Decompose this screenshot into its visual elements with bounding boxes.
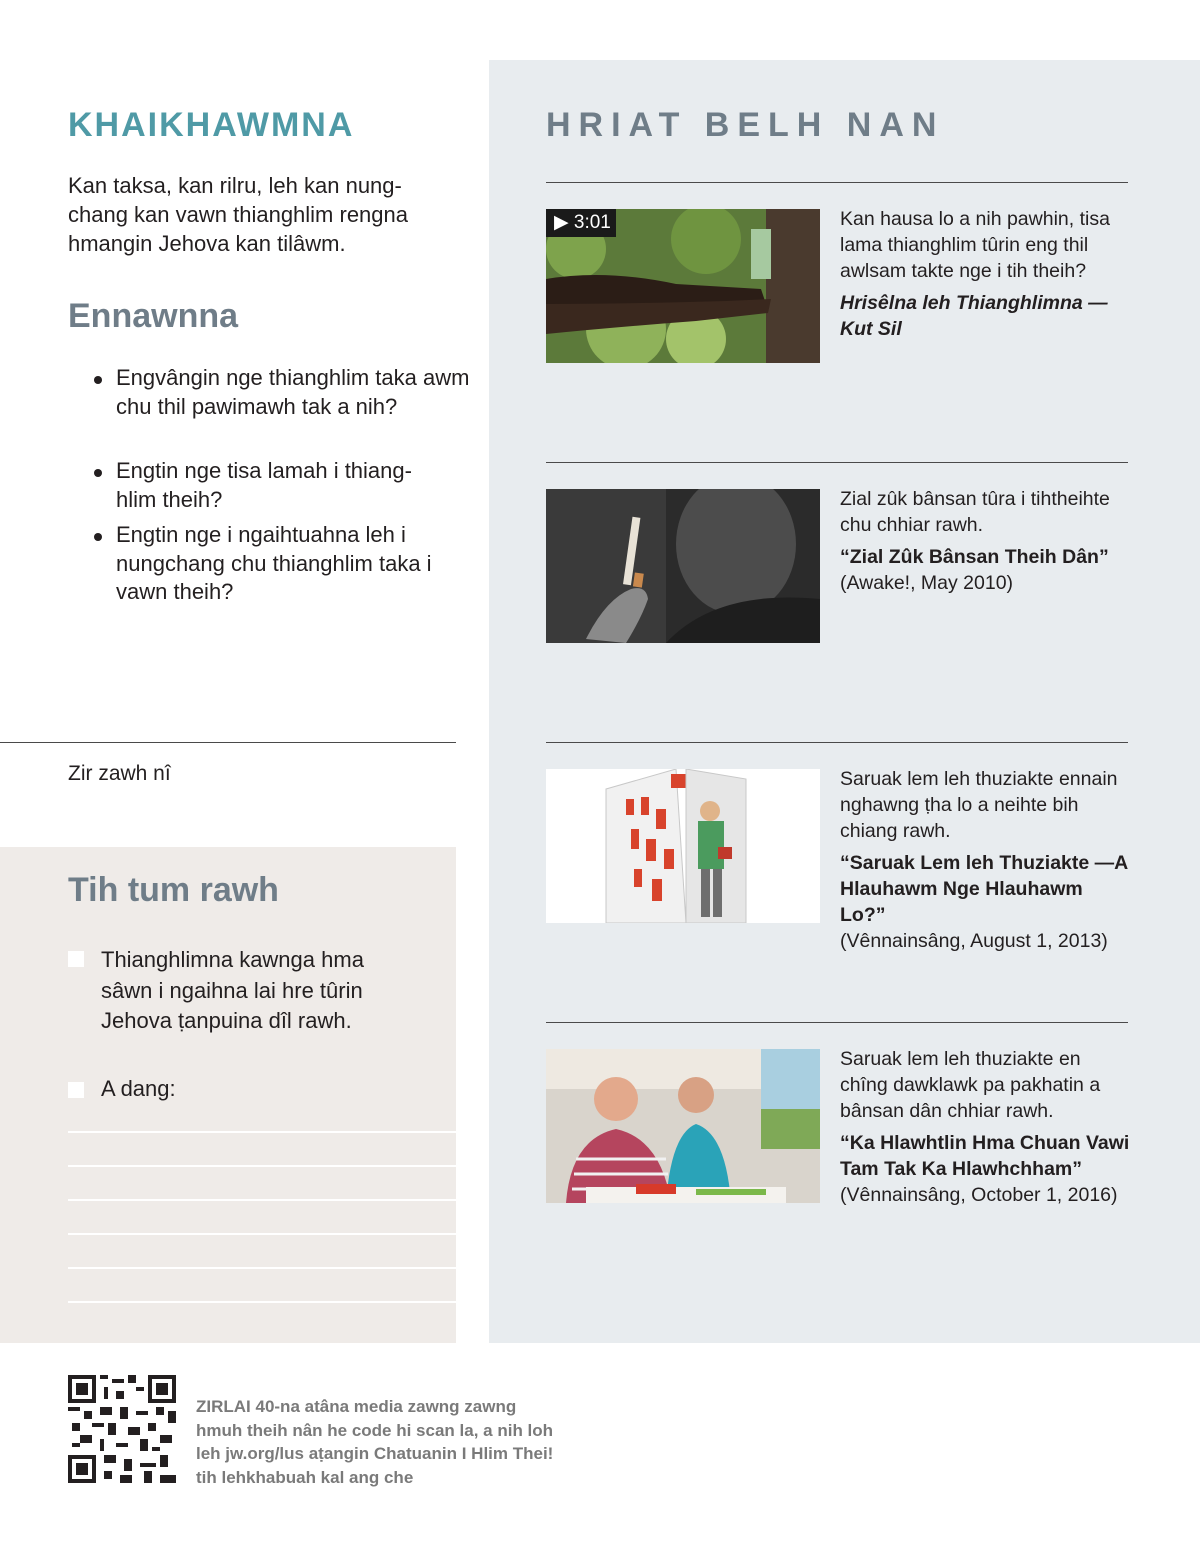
divider [0,742,456,743]
media-source: (Vênnainsâng, October 1, 2016) [840,1184,1118,1206]
media-title[interactable]: “Ka Hlawhtlin Hma Chuan Vawi Tam Tak Ka Hlawhchham” [840,1132,1130,1180]
review-question: Engtin nge tisa lamah i thiang-hlim theih? [94,457,474,514]
summary-text: Kan taksa, kan rilru, leh kan nung-chang kan vawn thianghlim rengna hmangin Jehova kan tilâwm. [68,173,409,256]
footer-note: ZIRLAI 40-na atâna media zawng zawng hmuh theih nân he code hi scan la, a nih loh leh jw.org/lus aṭangin Chatuanin I Hlim Thei! tih lehkhabuah kal ang che [196,1397,554,1487]
media-source: (Vênnainsâng, August 1, 2013) [840,930,1108,952]
goal-heading: Tih tum rawh [68,871,279,909]
goal-checkbox-2[interactable] [68,1082,84,1098]
divider [546,462,1128,463]
divider [546,742,1128,743]
divider [546,182,1128,183]
qr-code-icon[interactable] [68,1375,176,1483]
media-item-article[interactable] [546,1048,1130,1206]
article-thumbnail[interactable] [546,1049,820,1203]
article-thumbnail[interactable] [546,489,820,643]
review-heading: Ennawnna [68,297,239,335]
review-question: Engtin nge i ngaihtuahna leh i nungchang chu thianghlim taka i vawn theih? [94,521,474,607]
summary-heading: KHAIKHAWMNA [68,106,355,144]
media-description: Zial zûk bânsan tûra i tihtheihte chu chhiar rawh. “Zial Zûk Bânsan Theih Dân” (Awake!, May 2010) [840,486,1132,596]
write-line[interactable] [68,1165,456,1167]
media-source: (Awake!, May 2010) [840,572,1014,594]
video-duration-badge: ▶ 3:01 [546,209,616,237]
goal-item-other: A dang: [101,1076,176,1101]
goal-checkbox-1[interactable] [68,951,84,967]
article-thumbnail[interactable] [546,769,820,923]
media-item-article[interactable] [546,768,1128,952]
write-line[interactable] [68,1267,456,1269]
write-line[interactable] [68,1199,456,1201]
media-title[interactable]: “Saruak Lem leh Thuziakte —A Hlauhawm Nge Hlauhawm Lo?” [840,852,1128,926]
bullet-icon [94,533,102,541]
media-description: Kan hausa lo a nih pawhin, tisa lama thianghlim tûrin eng thil awlsam takte nge i tih theih? Hrisêlna leh Thianghlimna —Kut Sil [840,206,1132,342]
write-line[interactable] [68,1301,456,1303]
divider [546,1022,1128,1023]
media-description: Saruak lem leh thuziakte en chîng dawklawk pa pakhatin a bânsan dân chhiar rawh. “Ka Hlawhtlin Hma Chuan Vawi Tam Tak Ka Hlawhchham” (Vênnainsâng, October 1, 2016) [840,1046,1132,1208]
review-question: Engvângin nge thianghlim taka awm chu thil pawimawh tak a nih? [94,364,474,421]
bullet-icon [94,376,102,384]
goal-item-1: Thianghlimna kawnga hma sâwn i ngaihna lai hre tûrin Jehova ṭanpuina dîl rawh. [101,947,364,1033]
media-description: Saruak lem leh thuziakte ennain nghawng ṭha lo a neihte bih chiang rawh. “Saruak Lem leh Thuziakte —A Hlauhawm Nge Hlauhawm Lo?” (Vênnainsâng, August 1, 2013) [840,766,1132,954]
media-item-video[interactable] [546,209,1128,363]
write-line[interactable] [68,1233,456,1235]
media-title[interactable]: “Zial Zûk Bânsan Theih Dân” [840,546,1109,568]
media-title[interactable]: Hrisêlna leh Thianghlimna —Kut Sil [840,292,1108,340]
further-reading-heading: HRIAT BELH NAN [546,106,945,144]
write-line[interactable] [68,1131,456,1133]
video-thumbnail[interactable] [546,209,820,363]
media-item-article[interactable] [546,489,1128,643]
completion-date-label: Zir zawh nî [68,762,171,785]
bullet-icon [94,469,102,477]
